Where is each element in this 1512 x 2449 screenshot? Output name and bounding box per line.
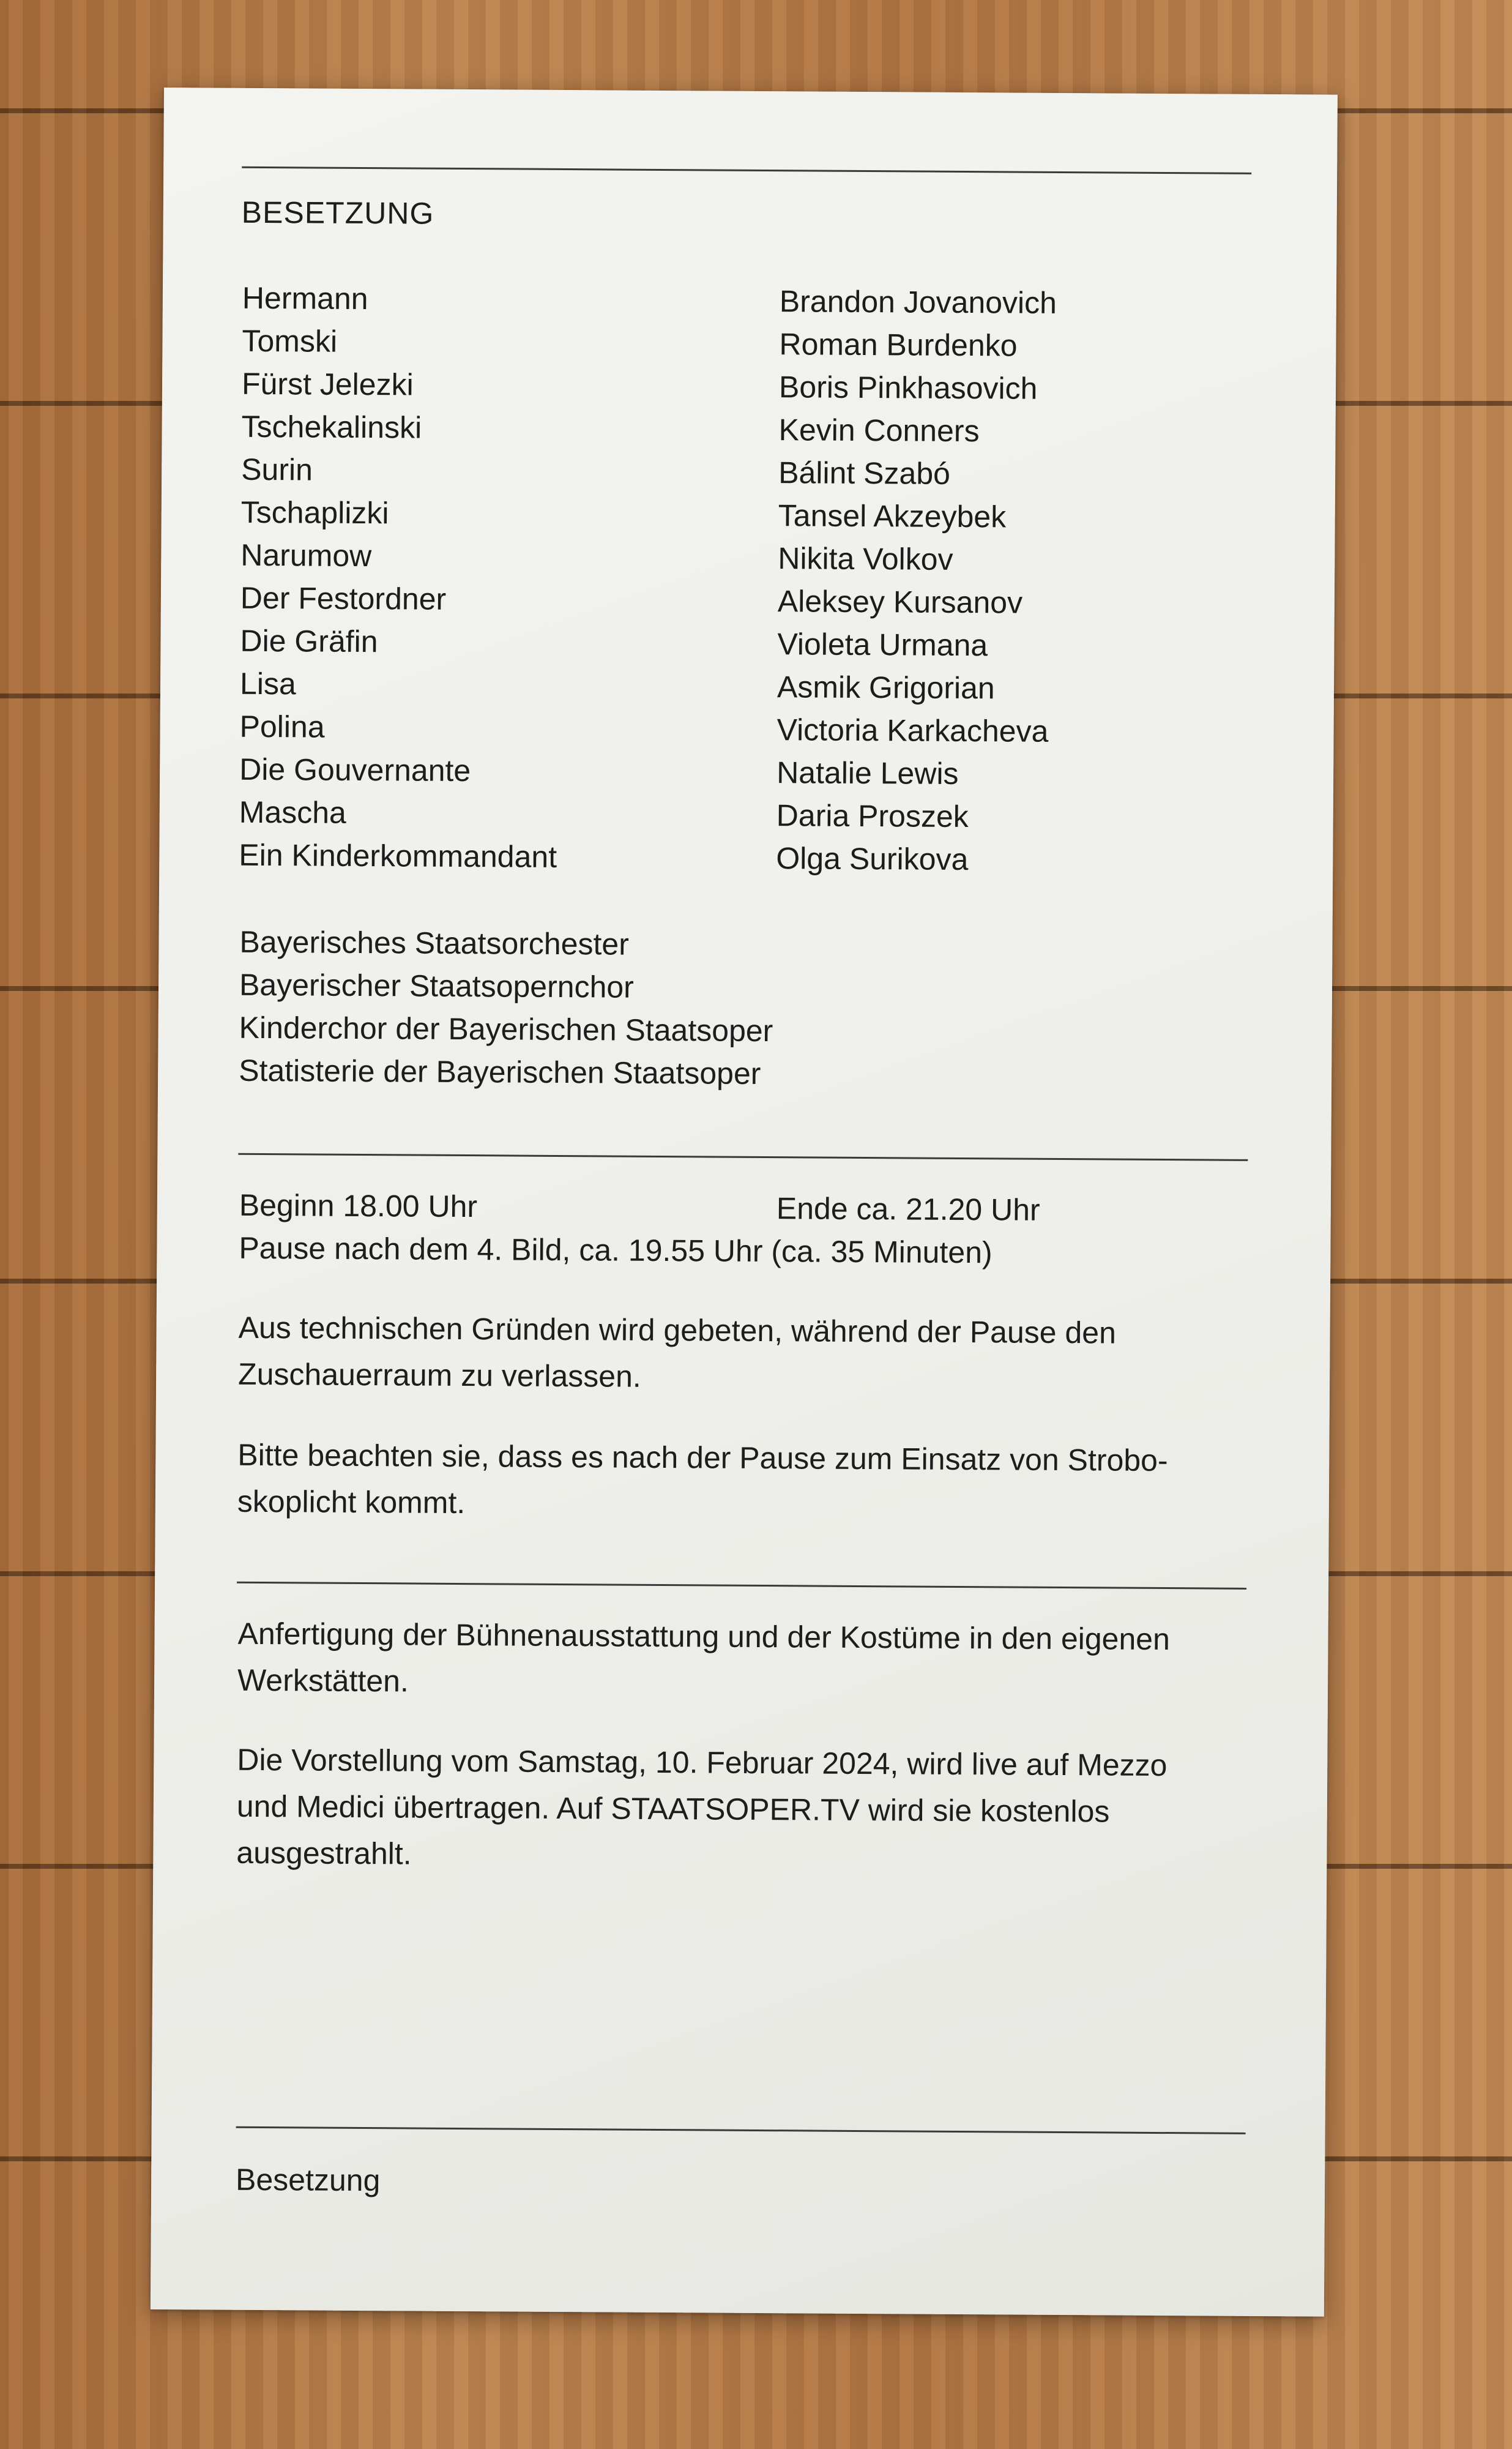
cast-row xyxy=(239,837,1156,888)
singer-name: Tansel Akzeybek xyxy=(778,498,1007,534)
notice-line: Zuschauerraum zu verlassen. xyxy=(237,1356,641,1394)
singer-name: Nikita Volkov xyxy=(778,541,953,577)
role-name: Narumow xyxy=(240,537,372,574)
singer-name: Violeta Urmana xyxy=(777,627,988,663)
cast-row xyxy=(239,754,1157,802)
bottom-rule xyxy=(236,2126,1246,2134)
divider-rule xyxy=(238,1153,1248,1161)
singer-name: Victoria Karkacheva xyxy=(776,712,1049,749)
cast-row xyxy=(240,623,1158,674)
divider-rule xyxy=(237,1582,1246,1590)
ensemble-item: Kinderchor der Bayerischen Staatsoper xyxy=(239,1010,773,1049)
ensemble-item: Statisterie der Bayerischen Staatsoper xyxy=(239,1053,761,1091)
singer-name: Aleksey Kursanov xyxy=(777,584,1023,620)
cast-row xyxy=(242,323,1160,374)
section-heading: BESETZUNG xyxy=(241,195,434,231)
singer-name: Asmik Grigorian xyxy=(776,670,995,706)
role-name: Mascha xyxy=(239,795,347,830)
cast-row xyxy=(239,797,1156,845)
production-line: Anfertigung der Bühnenausstattung und der Kostüme in den eigenen xyxy=(237,1616,1171,1657)
cast-row xyxy=(240,668,1158,717)
singer-name: Roman Burdenko xyxy=(779,327,1018,363)
role-name: Tschaplizki xyxy=(240,495,389,531)
singer-name: Daria Proszek xyxy=(776,798,969,834)
broadcast-line: ausgestrahlt. xyxy=(236,1835,412,1871)
pause-info: Pause nach dem 4. Bild, ca. 19.55 Uhr (ca. 35 Minuten) xyxy=(239,1230,992,1270)
singer-name: Kevin Conners xyxy=(778,413,980,449)
singer-name: Boris Pinkhasovich xyxy=(778,370,1038,406)
notice-line: Bitte beachten sie, dass es nach der Pause zum Einsatz von Strobo- xyxy=(237,1437,1168,1478)
broadcast-line: und Medici übertragen. Auf STAATSOPER.TV wird sie kostenlos xyxy=(236,1789,1110,1829)
cast-row xyxy=(240,580,1158,631)
role-name: Tomski xyxy=(242,323,338,359)
role-name: Ein Kinderkommandant xyxy=(239,837,557,874)
notice-line: Aus technischen Gründen wird gebeten, während der Pause den xyxy=(238,1310,1117,1350)
end-time: Ende ca. 21.20 Uhr xyxy=(776,1191,1040,1227)
notice-line: skoplicht kommt. xyxy=(237,1484,466,1520)
role-name: Fürst Jelezki xyxy=(241,366,414,402)
role-name: Die Gräfin xyxy=(240,623,378,659)
singer-name: Brandon Jovanovich xyxy=(779,284,1057,320)
role-name: Lisa xyxy=(239,666,296,701)
role-name: Die Gouvernante xyxy=(239,752,471,788)
program-leaflet xyxy=(151,88,1338,2317)
production-line: Werkstätten. xyxy=(237,1662,409,1699)
cast-row xyxy=(241,411,1159,460)
singer-name: Olga Surikova xyxy=(776,841,969,877)
role-name: Polina xyxy=(239,709,325,744)
role-name: Der Festordner xyxy=(240,580,447,616)
role-name: Surin xyxy=(241,452,313,487)
ensemble-item: Bayerischer Staatsopernchor xyxy=(239,967,634,1004)
cast-row xyxy=(242,368,1160,417)
cast-row xyxy=(239,711,1157,760)
top-rule xyxy=(242,166,1251,174)
footer-label: Besetzung xyxy=(235,2162,381,2198)
role-name: Hermann xyxy=(242,280,368,316)
singer-name: Bálint Szabó xyxy=(778,455,951,491)
cast-row xyxy=(242,280,1160,331)
cast-row xyxy=(240,497,1158,545)
start-time: Beginn 18.00 Uhr xyxy=(239,1187,478,1224)
cast-row xyxy=(241,454,1159,503)
cast-row xyxy=(240,537,1158,588)
role-name: Tschekalinski xyxy=(241,409,422,445)
broadcast-line: Die Vorstellung vom Samstag, 10. Februar 2024, wird live auf Mezzo xyxy=(237,1742,1168,1783)
singer-name: Natalie Lewis xyxy=(776,755,959,791)
ensemble-item: Bayerisches Staatsorchester xyxy=(239,924,630,962)
